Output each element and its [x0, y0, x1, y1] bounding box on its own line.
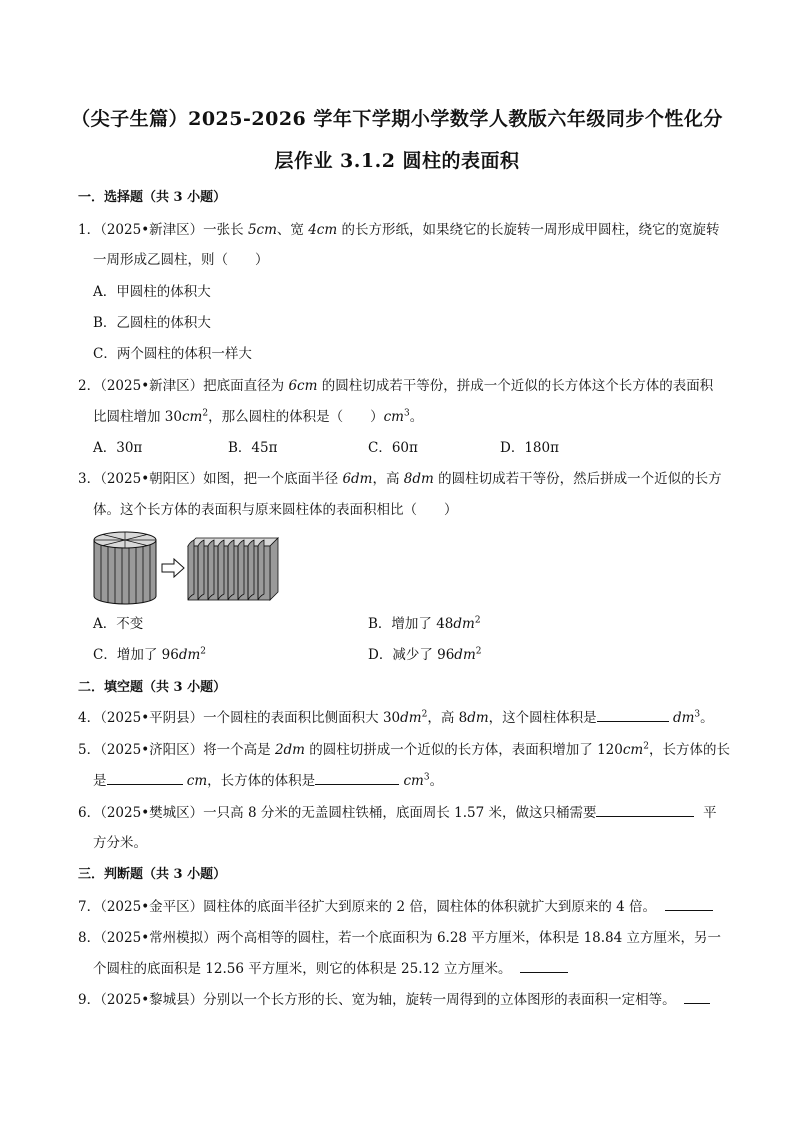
section-heading-judge: 三．判断题（共 3 小题）	[78, 867, 227, 882]
question-1-option-b: B．乙圆柱的体积大	[93, 315, 211, 331]
question-1-line-1: 1．（2025•新津区）一张长 5cm、宽 4cm 的长方形纸，如果绕它的长旋转一周形成甲圆柱，绕它的宽旋转	[78, 222, 720, 238]
answer-blank[interactable]	[107, 772, 183, 785]
section-heading-fill: 二．填空题（共 3 小题）	[78, 680, 227, 695]
question-1-option-c: C．两个圆柱的体积一样大	[93, 346, 252, 362]
question-5-line-2: 是 cm，长方体的体积是 $cm^3$。	[93, 772, 444, 789]
answer-blank[interactable]	[665, 898, 713, 911]
question-3-option-c: C．增加了 $96dm^2$	[93, 646, 206, 663]
question-6-line-2: 方分米。	[93, 835, 147, 851]
answer-blank[interactable]	[315, 772, 399, 785]
question-3-option-b: B．增加了 $48dm^2$	[368, 615, 481, 632]
approximate-cuboid-icon	[188, 538, 278, 600]
question-7: 7．（2025•金平区）圆柱体的底面半径扩大到原来的 2 倍，圆柱体的体积就扩大到原来的 4 倍。	[78, 895, 713, 915]
question-3-line-1: 3．（2025•朝阳区）如图，把一个底面半径 6dm，高 8dm 的圆柱切成若干等份，然后拼成一个近似的长方	[78, 471, 722, 487]
title-line-2: 层作业 3.1.2 圆柱的表面积	[274, 150, 520, 172]
question-3-option-d: D．减少了 $96dm^2$	[368, 646, 482, 663]
question-2-option-c: C．60π	[368, 440, 418, 456]
answer-blank[interactable]	[596, 804, 694, 817]
cylinder-to-cuboid-figure	[92, 528, 282, 606]
section-heading-choice: 一．选择题（共 3 小题）	[78, 190, 227, 205]
question-1-line-2: 一周形成乙圆柱，则（ ）	[93, 252, 269, 268]
question-9: 9．（2025•黎城县）分别以一个长方形的长、宽为轴，旋转一周得到的立体图形的表面积一定相等。	[78, 988, 710, 1008]
question-5-line-1: 5．（2025•济阳区）将一个高是 2dm 的圆柱切拼成一个近似的长方体，表面积增加了 $120cm^2$，长方体的长	[78, 741, 730, 758]
question-1-option-a: A．甲圆柱的体积大	[93, 284, 211, 300]
question-4: 4．（2025•平阴县）一个圆柱的表面积比侧面积大 $30dm^2$，高 8dm，这个圆柱体积是 $dm^3$。	[78, 709, 714, 726]
question-3-line-2: 体。这个长方体的表面积与原来圆柱体的表面积相比（ ）	[93, 502, 458, 518]
question-3-option-a: A．不变	[93, 616, 144, 632]
answer-blank[interactable]	[597, 709, 669, 722]
question-2-option-d: D．180π	[500, 440, 559, 456]
question-2-option-a: A．30π	[93, 440, 143, 456]
question-8-line-1: 8．（2025•常州模拟）两个高相等的圆柱，若一个底面积为 6.28 平方厘米，体积是 18.84 立方厘米，另一	[78, 930, 722, 946]
question-6-line-1: 6．（2025•樊城区）一只高 8 分米的无盖圆柱铁桶，底面周长 1.57 米，做这只桶需要 平	[78, 805, 717, 821]
title-line-1: （尖子生篇）2025-2026 学年下学期小学数学人教版六年级同步个性化分	[71, 108, 723, 130]
answer-blank[interactable]	[684, 991, 710, 1004]
right-arrow-icon	[162, 559, 184, 577]
answer-blank[interactable]	[520, 960, 568, 973]
question-2-line-1: 2．（2025•新津区）把底面直径为 6cm 的圆柱切成若干等份，拼成一个近似的长方体这个长方体的表面积	[78, 378, 714, 394]
question-8-line-2: 个圆柱的底面积是 12.56 平方厘米，则它的体积是 25.12 立方厘米。	[93, 957, 568, 977]
sliced-cylinder-icon	[94, 532, 156, 604]
question-2-option-b: B．45π	[228, 440, 278, 456]
question-2-line-2: 比圆柱增加 $30cm^2$，那么圆柱的体积是（ ）$cm^3$。	[93, 408, 424, 425]
